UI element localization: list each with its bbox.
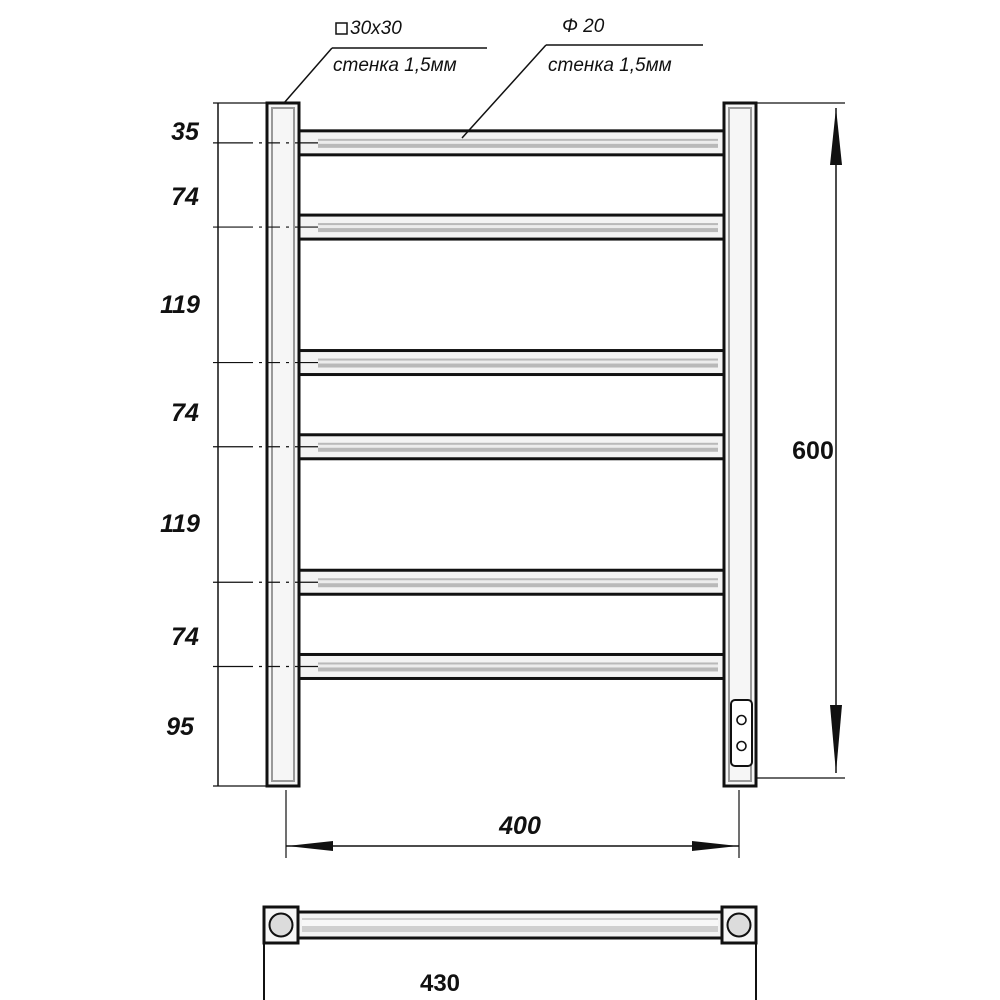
arrow-down-icon — [830, 705, 842, 773]
overall-height-label: 600 — [792, 437, 834, 465]
right-post — [724, 103, 756, 786]
spacing-label-2: 74 — [171, 183, 199, 211]
rung-1 — [299, 131, 724, 155]
arrow-left-icon — [287, 841, 333, 851]
spacing-label-4: 74 — [171, 399, 199, 427]
rungs — [299, 131, 724, 679]
spacing-label-3: 119 — [160, 291, 200, 319]
left-post-section — [264, 907, 298, 943]
arrow-right-icon — [692, 841, 738, 851]
square-section-icon — [336, 23, 347, 34]
rung-3 — [299, 351, 724, 375]
right-post-section — [722, 907, 756, 943]
left-post — [267, 103, 299, 786]
square-profile-size: 30x30 — [350, 18, 402, 39]
spacing-label-7: 95 — [166, 713, 194, 741]
rung-5 — [299, 570, 724, 594]
rung-4 — [299, 435, 724, 459]
electrical-connector-icon — [731, 700, 752, 766]
round-profile-diameter: Φ 20 — [562, 16, 605, 37]
spacing-label-1: 35 — [171, 118, 199, 146]
overall-width-label: 430 — [419, 970, 461, 997]
rung-2 — [299, 215, 724, 239]
spacing-label-5: 119 — [160, 510, 200, 538]
square-profile-wall: стенка 1,5мм — [333, 55, 457, 76]
spacing-label-6: 74 — [171, 623, 199, 651]
rung-6 — [299, 654, 724, 678]
center-distance-label: 400 — [499, 812, 541, 840]
top-view — [264, 907, 756, 1000]
round-profile-wall: стенка 1,5мм — [548, 55, 672, 76]
arrow-up-icon — [830, 108, 842, 165]
